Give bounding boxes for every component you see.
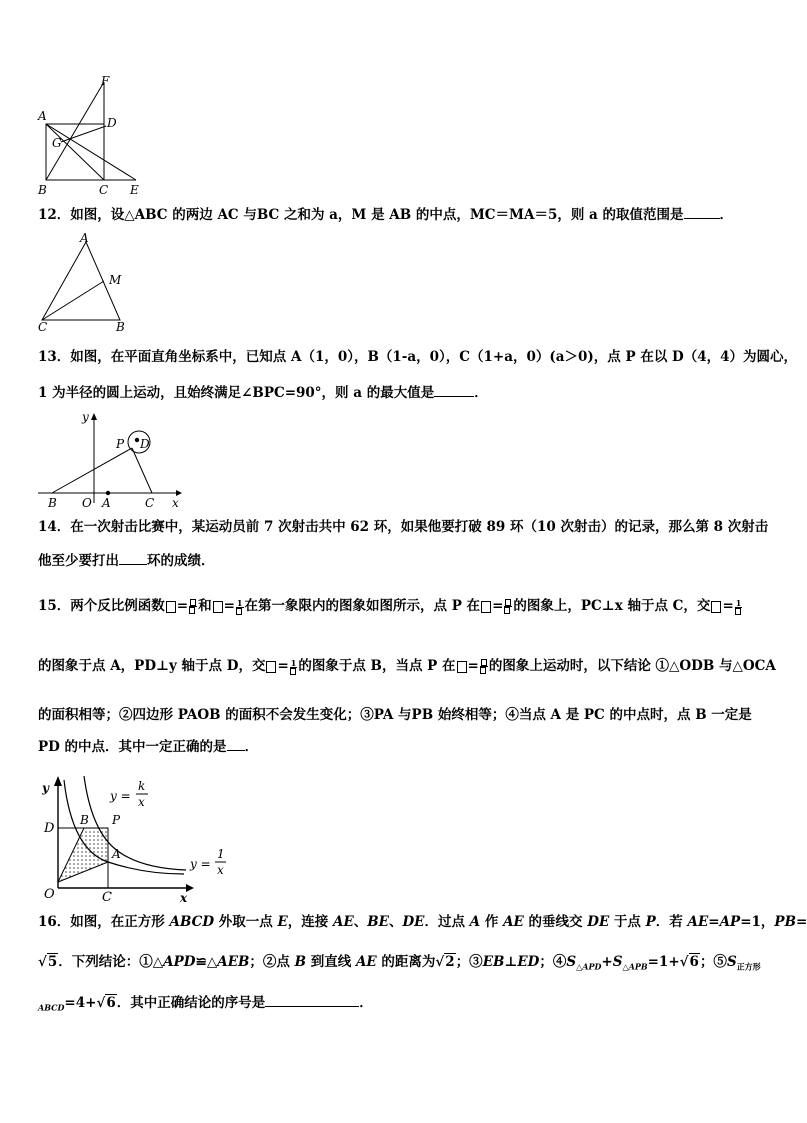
q16-text: 、 (353, 914, 368, 930)
q16-math: ED (517, 954, 540, 970)
q16-math: AE=AP (687, 914, 741, 930)
label-f: F (101, 74, 110, 88)
label-k-num: k (138, 779, 146, 793)
q12-answer-blank (684, 218, 720, 219)
fraction-one: 1 (236, 599, 244, 615)
placeholder-box (213, 601, 223, 613)
q15-l1-b: 和 (198, 598, 212, 614)
q16-math: S (726, 954, 737, 970)
q16-text: 16．如图，在正方形 (38, 914, 170, 930)
q16-text: 的距离为 (376, 954, 436, 970)
label-g: G (52, 136, 62, 150)
label-k-eq: y = (110, 789, 131, 803)
q16-text: =4+ (64, 995, 97, 1011)
label-m: M (109, 273, 122, 287)
q16-text: ；⑤ (699, 954, 727, 970)
segment-pc (132, 448, 152, 493)
q16-math: S (612, 954, 623, 970)
q16-math: EB (482, 954, 505, 970)
q14-line-1 (38, 518, 769, 536)
q16-line-2 (38, 953, 761, 976)
q16-text: 作 (480, 914, 504, 930)
q12-end: ． (719, 207, 733, 223)
segment-ae (46, 124, 136, 180)
figure-13 (36, 408, 186, 508)
q15-line-4-text: PD 的中点．其中一定正确的是 (38, 739, 227, 755)
q15-end: ． (244, 739, 259, 755)
q15-line-2: 的图象于点 A，PD⊥y 轴于点 D，交 = 1 的图象于点 B，当点 P 在 = 的图象上运动时，以下结论 ①△ODB 与△OCA (38, 657, 776, 674)
q16-math: AE (355, 954, 377, 970)
q16-math: AEB (217, 954, 250, 970)
q13-line-1-text: 13．如图，在平面直角坐标系中，已知点 A（1，0），B（1-a，0），C（1+a，0）(a＞0)，点 P 在以 D（4，4）为圆心， (38, 349, 798, 365)
q16-text: ⊥ (504, 954, 518, 970)
q16-math: A (469, 914, 481, 930)
q16-line-1 (38, 913, 807, 931)
label-c: C (102, 890, 112, 905)
q15-l2-c: 的图象上运动时，以下结论 ①△ODB 与△OCA (488, 658, 776, 674)
figure-15-svg (36, 770, 236, 905)
label-a: A (102, 496, 111, 510)
q16-subscript: △APD (576, 961, 602, 972)
q16-math: AE (333, 914, 354, 930)
q15-line-4 (38, 738, 758, 756)
y-axis-arrow (54, 776, 62, 786)
q16-math: S (566, 954, 577, 970)
figure-11 (36, 74, 146, 198)
segment-ac (46, 124, 104, 180)
q16-math: BE (367, 914, 389, 930)
placeholder-box (266, 661, 276, 673)
placeholder-box (166, 601, 176, 613)
label-o: O (44, 887, 55, 902)
q16-text: 于点 (609, 914, 646, 930)
q14-line-2-b: 环的成绩． (147, 553, 215, 569)
label-a: A (80, 231, 89, 245)
q14-answer-blank (119, 564, 147, 565)
q15-l1-a: 15．两个反比例函数 (38, 598, 165, 614)
q16-math: P (645, 914, 656, 930)
point-a (106, 491, 110, 495)
label-one-num: 1 (217, 847, 225, 861)
q13-end: ． (474, 385, 488, 401)
q16-text: ；③ (455, 954, 483, 970)
figure-11-svg (36, 74, 146, 198)
q16-text: ，连接 (287, 914, 333, 930)
placeholder-box (457, 661, 467, 673)
q16-end: ． (359, 995, 373, 1011)
q16-text: ；②点 (249, 954, 295, 970)
fraction-box (189, 599, 197, 614)
q16-text: ．下列结论：①△ (58, 954, 164, 970)
label-e: E (130, 183, 139, 197)
sqrt-5: √5 (38, 954, 58, 970)
q13-line-2-text: 1 为半径的圆上运动，且始终满足∠BPC=90°，则 a 的最大值是 (38, 385, 435, 401)
segment-cm (42, 281, 104, 320)
segment-bp (52, 448, 132, 493)
q16-text: ．其中正确结论的序号是 (116, 995, 266, 1011)
q16-subscript: △APB (622, 961, 648, 972)
q16-math: AE (503, 914, 524, 930)
q13-answer-blank (434, 396, 474, 397)
q16-text: 、 (388, 914, 403, 930)
label-y: y (42, 781, 49, 795)
label-c: C (145, 496, 155, 510)
label-p: P (116, 437, 125, 451)
q13-line-1 (38, 348, 798, 366)
q16-math: ABCD (169, 914, 215, 930)
label-d: D (44, 821, 55, 836)
label-one-den: x (217, 863, 224, 877)
label-a: A (112, 847, 121, 861)
point-d (135, 438, 139, 442)
segment-gd (61, 126, 106, 142)
label-d: D (140, 437, 150, 451)
q16-text: =1+ (647, 954, 680, 970)
q14-line-2 (38, 552, 758, 570)
q16-text: ．过点 (424, 914, 470, 930)
q16-text: ．若 (655, 914, 688, 930)
fraction-box (480, 659, 488, 674)
q16-text: 到直线 (306, 954, 356, 970)
figure-13-svg (36, 408, 186, 508)
q13-line-2 (38, 384, 758, 402)
q16-text: ；④ (539, 954, 567, 970)
placeholder-box (711, 601, 721, 613)
sqrt-6: √6 (96, 995, 116, 1011)
label-y: y (82, 410, 89, 424)
q16-text: 外取一点 (214, 914, 278, 930)
q16-math: PB (774, 914, 796, 930)
placeholder-box (481, 601, 491, 613)
q16-subscript: 正方形 (736, 961, 761, 972)
fraction-one: 1 (735, 599, 743, 615)
sqrt-2: √2 (435, 954, 455, 970)
sqrt-6: √6 (679, 954, 699, 970)
fraction-box (504, 599, 512, 614)
y-axis-arrow (91, 413, 97, 420)
figure-15 (36, 770, 236, 905)
q16-answer-blank (265, 1006, 359, 1007)
x-axis-arrow (186, 884, 194, 892)
label-o: O (82, 496, 92, 510)
q16-text: ≌△ (195, 954, 218, 970)
q16-text: = (795, 914, 807, 930)
figure-12-svg (36, 232, 136, 336)
fraction-one: 1 (290, 659, 298, 675)
label-a: A (38, 109, 47, 123)
q16-subscript: ABCD (38, 1002, 65, 1013)
label-b: B (38, 183, 47, 197)
q16-text: 的垂线交 (523, 914, 588, 930)
q16-math: DE (402, 914, 425, 930)
q15-l1-c: 在第一象限内的图象如图所示，点 P 在 (244, 598, 481, 614)
figure-12 (36, 232, 136, 336)
q16-line-3 (38, 994, 758, 1017)
label-x: x (172, 496, 179, 510)
q16-math: E (277, 914, 288, 930)
label-b: B (48, 496, 57, 510)
label-k-den: x (138, 795, 145, 809)
label-one-eq: y = (190, 857, 211, 871)
q15-line-1: 15．两个反比例函数 = 和 = 1 在第一象限内的图象如图所示，点 P 在 = 的图象上，PC⊥x 轴于点 C，交 = 1 (38, 597, 742, 614)
q16-math: APD (163, 954, 196, 970)
label-b: B (80, 813, 89, 827)
q16-math: DE (587, 914, 610, 930)
q16-text: + (601, 954, 613, 970)
q12-text: 12．如图，设△ABC 的两边 AC 与BC 之和为 a，M 是 AB 的中点，MC＝MA＝5，则 a 的取值范围是 (38, 207, 684, 223)
q12-line (38, 206, 758, 224)
label-x: x (180, 891, 188, 905)
q15-l1-d: 的图象上，PC⊥x 轴于点 C，交 (513, 598, 711, 614)
label-b: B (116, 320, 125, 334)
label-c: C (99, 183, 109, 197)
q15-answer-blank (227, 750, 245, 751)
label-d: D (107, 116, 117, 130)
q15-line-3-text: 的面积相等；②四边形 PAOB 的面积不会发生变化；③PA 与PB 始终相等；④当点 A 是 PC 的中点时，点 B 一定是 (38, 707, 752, 723)
q15-line-3 (38, 706, 758, 724)
q15-l2-a: 的图象于点 A，PD⊥y 轴于点 D，交 (38, 658, 266, 674)
q14-line-2-a: 他至少要打出 (38, 553, 119, 569)
region-paob (58, 828, 108, 882)
label-p: P (112, 813, 121, 827)
label-c: C (38, 320, 48, 334)
q15-l2-b: 的图象于点 B，当点 P 在 (298, 658, 456, 674)
q16-math: B (294, 954, 307, 970)
q14-line-1-text: 14．在一次射击比赛中，某运动员前 7 次射击共中 62 环，如果他要打破 89 环（10 次射击）的记录，那么第 8 次射击 (38, 519, 769, 535)
q16-text: =1， (740, 914, 775, 930)
segment-fb (46, 82, 104, 180)
